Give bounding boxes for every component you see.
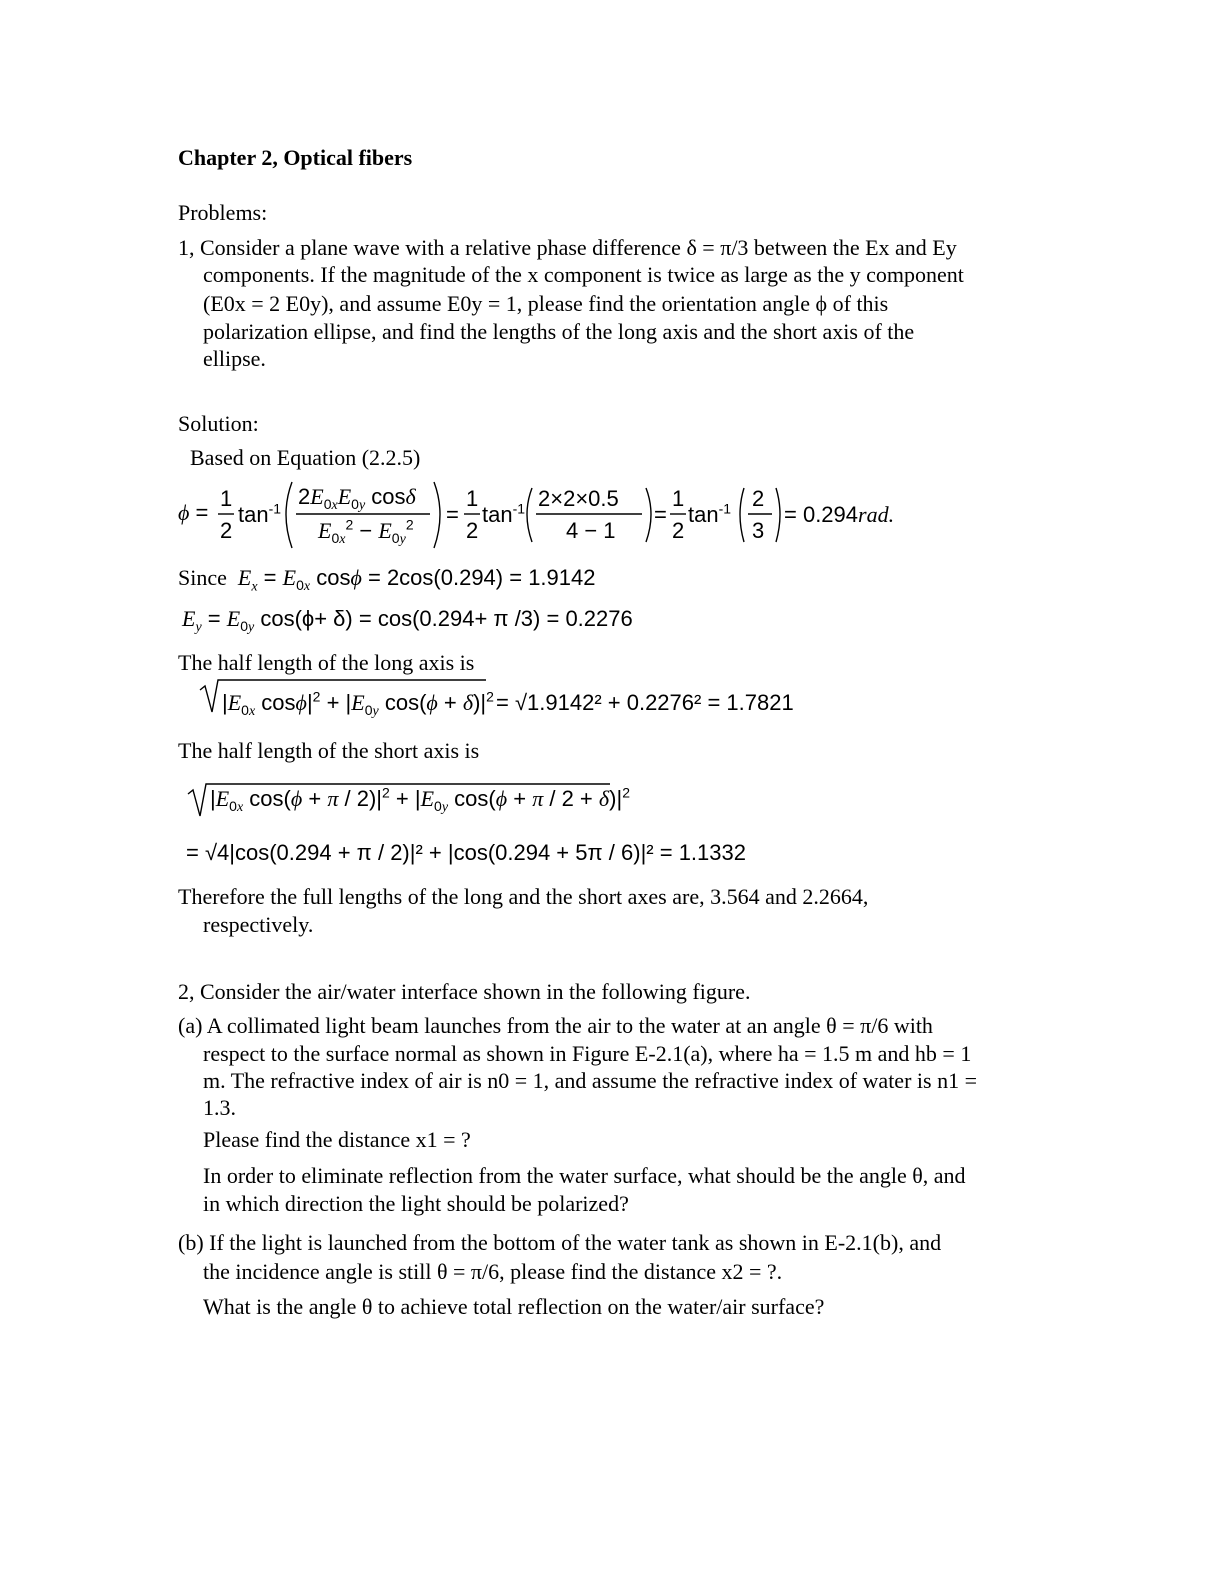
short-axis-label: The half length of the short axis is — [178, 738, 480, 763]
long-axis-label: The half length of the long axis is — [178, 650, 475, 675]
based-on-equation: Based on Equation (2.2.5) — [190, 445, 421, 470]
short-axis-expr-2: = √4|cos(0.294 + π / 2)|² + |cos(0.294 + 5π / 6)|² = 1.1332 — [186, 840, 746, 865]
problem2-a-line-1: (a) A collimated light beam launches from the air to the water at an angle θ = π/6 with — [178, 1013, 933, 1038]
page-title: Chapter 2, Optical fibers — [178, 145, 413, 170]
problem2-b-question: What is the angle θ to achieve total reflection on the water/air surface? — [203, 1294, 825, 1319]
problem2-a-line-4: 1.3. — [203, 1095, 236, 1120]
problems-heading: Problems: — [178, 200, 268, 225]
problem2-a-line-2: respect to the surface normal as shown in Figure E-2.1(a), where ha = 1.5 m and hb = 1 — [203, 1041, 972, 1066]
problem1-line-5: ellipse. — [203, 346, 266, 371]
half-den-1: 2 — [220, 518, 233, 543]
ex-equation: Since $E_x = E_{0x}$ cosϕ = 2cos(0.294) = 1.9142 — [178, 565, 596, 595]
main-numerator: $2E_{0x}E_{0y}$ cosδ — [298, 484, 416, 514]
tan-inv-1: $\tan^{-1}$ — [238, 500, 282, 527]
half-num-1: 1 — [220, 486, 233, 511]
long-axis-expr: $|E_{0x}$ $\cos\phi|^2 + |E_{0y}$ $\cos(\phi + \delta)|^2$ — [222, 688, 494, 720]
problem2-a-question-1: Please find the distance x1 = ? — [203, 1127, 471, 1152]
problem2-a-question-2-line-2: in which direction the light should be polarized? — [203, 1191, 629, 1216]
main-denominator: $E_{0x}^2 - E_{0y}^2$ — [318, 516, 414, 548]
problem1-line-1: 1, Consider a plane wave with a relative phase difference δ = π/3 between the Ex and Ey — [178, 235, 957, 260]
problem1-line-3: (E0x = 2 E0y), and assume E0y = 1, please find the orientation angle ϕ of this — [203, 291, 889, 316]
half-den-3: 2 — [672, 518, 685, 543]
half-num-3: 1 — [672, 486, 685, 511]
paren-right-2 — [646, 488, 651, 542]
problem2-intro: 2, Consider the air/water interface shown in the following figure. — [178, 979, 751, 1004]
tan-inv-3: $\tan^{-1}$ — [688, 500, 732, 527]
problem1-line-2: components. If the magnitude of the x component is twice as large as the y component — [203, 262, 964, 287]
mid-numerator: 2×2×0.5 — [538, 486, 619, 511]
problem2-b-line-2: the incidence angle is still θ = π/6, please find the distance x2 = ?. — [203, 1259, 783, 1284]
short-axis-expr-1: $|E_{0x}$ $\cos(\phi + \pi / 2)|^2 + |E_{0y}$ $\cos(\phi + \pi / 2 + \delta)|^2$ — [210, 784, 630, 816]
phi-result: = 0.294rad. — [784, 502, 895, 527]
paren-left-1 — [286, 482, 292, 548]
paren-right-1 — [434, 482, 440, 548]
problem1-line-4: polarization ellipse, and find the lengths of the long axis and the short axis of the — [203, 319, 915, 344]
half-num-2: 1 — [466, 486, 479, 511]
solution-heading: Solution: — [178, 411, 259, 436]
paren-left-3 — [740, 488, 744, 542]
paren-left-2 — [527, 488, 532, 542]
phi-symbol: ϕ — [178, 500, 190, 525]
half-den-2: 2 — [466, 518, 479, 543]
conclusion-line-2: respectively. — [203, 912, 314, 937]
problem2-a-question-2-line-1: In order to eliminate reflection from the water surface, what should be the angle θ, and — [203, 1163, 966, 1188]
last-numerator: 2 — [752, 486, 765, 511]
tan-inv-2: $\tan^{-1}$ — [482, 500, 526, 527]
ey-equation: $E_y = E_{0y}$ cos(ϕ+ δ) = cos(0.294+ π /3) = 0.2276 — [182, 606, 633, 636]
last-denominator: 3 — [752, 518, 765, 543]
conclusion-line-1: Therefore the full lengths of the long and the short axes are, 3.564 and 2.2664, — [178, 884, 869, 909]
problem2-a-line-3: m. The refractive index of air is n0 = 1, and assume the refractive index of water is n1 = — [203, 1068, 977, 1093]
mid-denominator: 4 − 1 — [566, 518, 616, 543]
long-axis-result: = √1.9142² + 0.2276² = 1.7821 — [496, 690, 794, 715]
problem2-b-line-1: (b) If the light is launched from the bottom of the water tank as shown in E-2.1(b), and — [178, 1230, 942, 1255]
paren-right-3 — [776, 488, 780, 542]
